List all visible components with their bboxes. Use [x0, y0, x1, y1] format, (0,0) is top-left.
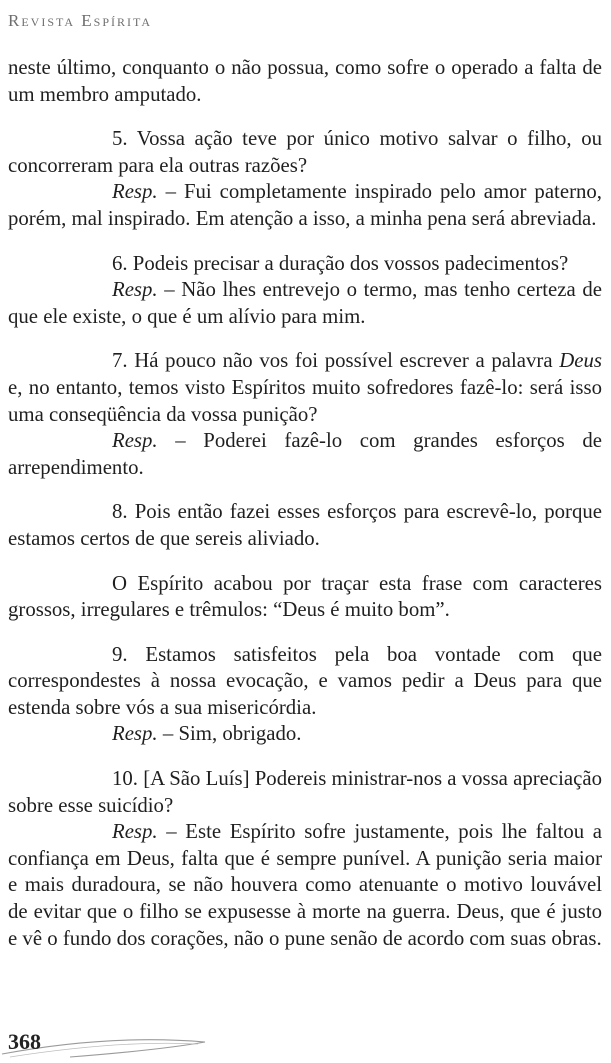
question-5: 5. Vossa ação teve por único motivo salvar o filho, ou concorreram para ela outras razões?: [8, 127, 602, 177]
resp-label: Resp.: [112, 820, 158, 844]
question-text: e, no entanto, temos visto Espíritos muito sofredores fazê-lo: será isso uma conseqüência da vossa punição?: [8, 375, 602, 426]
narration-paragraph: O Espírito acabou por traçar esta frase com caracteres grossos, irregulares e trêmulos: “Deus é muito bom”.: [8, 571, 602, 622]
answer-10: [8, 819, 602, 952]
question-10: 10. [A São Luís] Podereis ministrar-nos a vossa apreciação sobre esse suicídio?: [8, 767, 602, 817]
italic-word: Deus: [559, 349, 602, 373]
question-text: 7. Há pouco não vos foi possível escrever a palavra: [112, 349, 560, 373]
answer-text: – Não lhes entrevejo o termo, mas tenho certeza de que ele existe, o que é um alívio para mim.: [8, 278, 602, 328]
question-8: 8. Pois então fazei esses esforços para escrevê-lo, porque estamos certos de que sereis aliviado.: [8, 500, 602, 550]
answer-text: – Este Espírito sofre justamente, pois lhe faltou a confiança em Deus, falta que é sempre punível. A punição seria maior e mais duradoura, se não houvera como atenuante o motivo louvável de evitar que o filho se expusesse à morte na guerra. Deus, que é justo e vê o fundo dos corações, não o pune senão de acordo com suas obras.: [8, 820, 602, 950]
paragraph: neste último, conquanto o não possua, como sofre o operado a falta de um membro amputado.: [8, 56, 602, 106]
resp-label: Resp.: [112, 429, 158, 453]
resp-label: Resp.: [112, 722, 158, 746]
answer-7: [8, 428, 602, 481]
answer-text: – Sim, obrigado.: [157, 722, 302, 746]
answer-text: – Poderei fazê-lo com grandes esforços de arrependimento.: [8, 429, 602, 479]
running-header: Revista Espírita: [8, 11, 153, 30]
question-9: 9. Estamos satisfeitos pela boa vontade com que correspondestes à nossa evocação, e vamos pedir a Deus para que estenda sobre vós a sua misericórdia.: [8, 642, 602, 719]
page-number: 368: [8, 1029, 41, 1054]
answer-text: – Fui completamente inspirado pelo amor paterno, porém, mal inspirado. Em atenção a isso, a minha pena será abreviada.: [8, 180, 602, 230]
question-7: [8, 348, 602, 428]
resp-label: Resp.: [112, 180, 158, 204]
answer-5: [8, 179, 602, 232]
resp-label: Resp.: [112, 278, 158, 302]
answer-6: [8, 277, 602, 330]
question-6: 6. Podeis precisar a duração dos vossos padecimentos?: [112, 251, 569, 275]
page-body: [8, 55, 602, 952]
answer-9: [8, 721, 602, 748]
